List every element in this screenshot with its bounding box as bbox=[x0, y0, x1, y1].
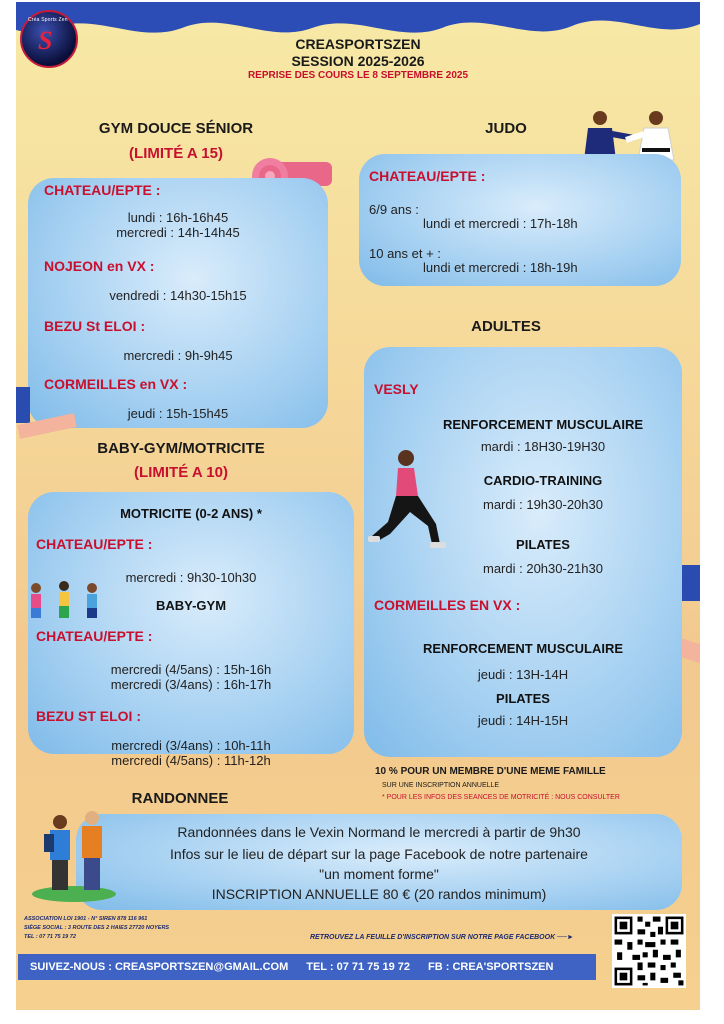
gym-chateau-line2: mercredi : 14h-14h45 bbox=[116, 225, 240, 240]
baby-gym-card bbox=[28, 492, 354, 754]
adultes-c4-time: jeudi : 13H-14H bbox=[477, 667, 569, 682]
gym-douce-card bbox=[28, 178, 328, 428]
qr-code-icon[interactable] bbox=[612, 914, 686, 988]
contact-facebook[interactable]: FB : CREA'SPORTSZEN bbox=[428, 961, 554, 973]
adultes-c5-time: jeudi : 14H-15H bbox=[477, 713, 569, 728]
association-info bbox=[24, 915, 169, 942]
adultes-loc-cormeilles: CORMEILLES EN VX : bbox=[374, 597, 521, 613]
adultes-c5: PILATES bbox=[496, 691, 550, 706]
flyer bbox=[16, 2, 700, 1010]
baby-loc3: BEZU ST ELOI : bbox=[36, 708, 141, 724]
gym-loc-chateau: CHATEAU/EPTE : bbox=[44, 182, 161, 198]
session-title: SESSION 2025-2026 bbox=[291, 53, 425, 69]
judo-card bbox=[359, 154, 681, 286]
judo-age1-time: lundi et mercredi : 17h-18h bbox=[423, 216, 578, 231]
rando-line1: Randonnées dans le Vexin Normand le mercredi à partir de 9h30 bbox=[177, 824, 581, 840]
assoc-tel: TEL : 07 71 75 19 72 bbox=[24, 934, 76, 940]
rando-line3: "un moment forme" bbox=[319, 866, 439, 882]
reprise-date: REPRISE DES COURS LE 8 SEPTEMBRE 2025 bbox=[247, 70, 469, 81]
kids-icon bbox=[22, 580, 106, 622]
adultes-c2-time: mardi : 19h30-20h30 bbox=[483, 497, 603, 512]
adultes-c3: PILATES bbox=[516, 537, 570, 552]
motricite-title: MOTRICITE (0-2 ANS) * bbox=[120, 506, 262, 521]
gym-douce-title: GYM DOUCE SÉNIOR bbox=[98, 120, 254, 137]
lunge-woman-icon bbox=[366, 446, 454, 552]
adultes-c4: RENFORCEMENT MUSCULAIRE bbox=[422, 641, 624, 656]
baby-loc2-line2: mercredi (3/4ans) : 16h-17h bbox=[110, 677, 272, 692]
adultes-c1-time: mardi : 18H30-19H30 bbox=[480, 439, 606, 454]
judo-age1: 6/9 ans : bbox=[369, 202, 419, 217]
gym-loc-bezu: BEZU St ELOI : bbox=[44, 318, 146, 334]
gym-chateau-line1: lundi : 16h-16h45 bbox=[127, 210, 229, 225]
gym-loc-nojeon: NOJEON en VX : bbox=[44, 258, 155, 274]
babygym-title: BABY-GYM bbox=[155, 598, 227, 613]
judo-age2-time: lundi et mercredi : 18h-19h bbox=[423, 260, 578, 275]
hikers-icon bbox=[30, 806, 120, 902]
baby-loc3-line1: mercredi (3/4ans) : 10h-11h bbox=[111, 738, 271, 753]
baby-loc3-line2: mercredi (4/5ans) : 11h-12h bbox=[111, 753, 271, 768]
decor-band-left bbox=[16, 387, 30, 423]
baby-loc2: CHATEAU/EPTE : bbox=[36, 628, 153, 644]
rando-line2: Infos sur le lieu de départ sur la page Facebook de notre partenaire bbox=[170, 846, 588, 862]
contact-bar bbox=[18, 954, 596, 980]
adultes-title: ADULTES bbox=[471, 318, 541, 335]
adultes-card bbox=[364, 347, 682, 757]
judo-loc-chateau: CHATEAU/EPTE : bbox=[369, 168, 486, 184]
assoc-siege: SIÈGE SOCIAL : 3 ROUTE DES 2 HAIES 27720 NOYERS bbox=[24, 925, 170, 931]
baby-gym-title: BABY-GYM/MOTRICITE bbox=[97, 440, 265, 457]
facebook-note bbox=[310, 934, 574, 941]
adultes-loc-vesly: VESLY bbox=[374, 381, 419, 397]
baby-loc1: CHATEAU/EPTE : bbox=[36, 536, 153, 552]
rando-line4: INSCRIPTION ANNUELLE 80 € (20 randos minimum) bbox=[211, 886, 547, 902]
brand-logo: Créa Sports Zen S bbox=[20, 10, 78, 68]
org-name: CREASPORTSZEN bbox=[295, 36, 421, 52]
baby-loc1-line1: mercredi : 9h30-10h30 bbox=[125, 570, 257, 585]
gym-bezu-line1: mercredi : 9h-9h45 bbox=[123, 348, 233, 363]
adultes-c1: RENFORCEMENT MUSCULAIRE bbox=[442, 417, 644, 432]
gym-loc-cormeilles: CORMEILLES en VX : bbox=[44, 376, 188, 392]
contact-email[interactable]: SUIVEZ-NOUS : CREASPORTSZEN@GMAIL.COM bbox=[30, 961, 289, 973]
facebook-note-text: RETROUVEZ LA FEUILLE D'INSCRIPTION SUR NOTRE PAGE FACEBOOK bbox=[310, 934, 556, 941]
arrow-right-icon: ──► bbox=[557, 934, 574, 941]
adultes-c2: CARDIO-TRAINING bbox=[483, 473, 603, 488]
gym-douce-limit: (LIMITÉ A 15) bbox=[129, 145, 223, 162]
baby-loc2-line1: mercredi (4/5ans) : 15h-16h bbox=[110, 662, 272, 677]
judo-title: JUDO bbox=[485, 120, 527, 137]
gym-nojeon-line1: vendredi : 14h30-15h15 bbox=[109, 288, 247, 303]
gym-cormeilles-line1: jeudi : 15h-15h45 bbox=[127, 406, 229, 421]
adultes-c3-time: mardi : 20h30-21h30 bbox=[483, 561, 603, 576]
assoc-siren: ASSOCIATION LOI 1901 - N° SIREN 878 116 961 bbox=[24, 916, 148, 922]
annual-note: SUR UNE INSCRIPTION ANNUELLE bbox=[382, 782, 500, 789]
contact-phone[interactable]: TEL : 07 71 75 19 72 bbox=[306, 961, 410, 973]
judo-age2: 10 ans et + : bbox=[369, 246, 441, 261]
motricite-note: * POUR LES INFOS DES SEANCES DE MOTRICITÉ : NOUS CONSULTER bbox=[382, 794, 620, 801]
family-discount-note: 10 % POUR UN MEMBRE D'UNE MEME FAMILLE bbox=[375, 766, 606, 777]
randonnee-title: RANDONNEE bbox=[131, 790, 229, 807]
baby-gym-limit: (LIMITÉ A 10) bbox=[134, 464, 228, 481]
randonnee-card bbox=[76, 814, 682, 910]
